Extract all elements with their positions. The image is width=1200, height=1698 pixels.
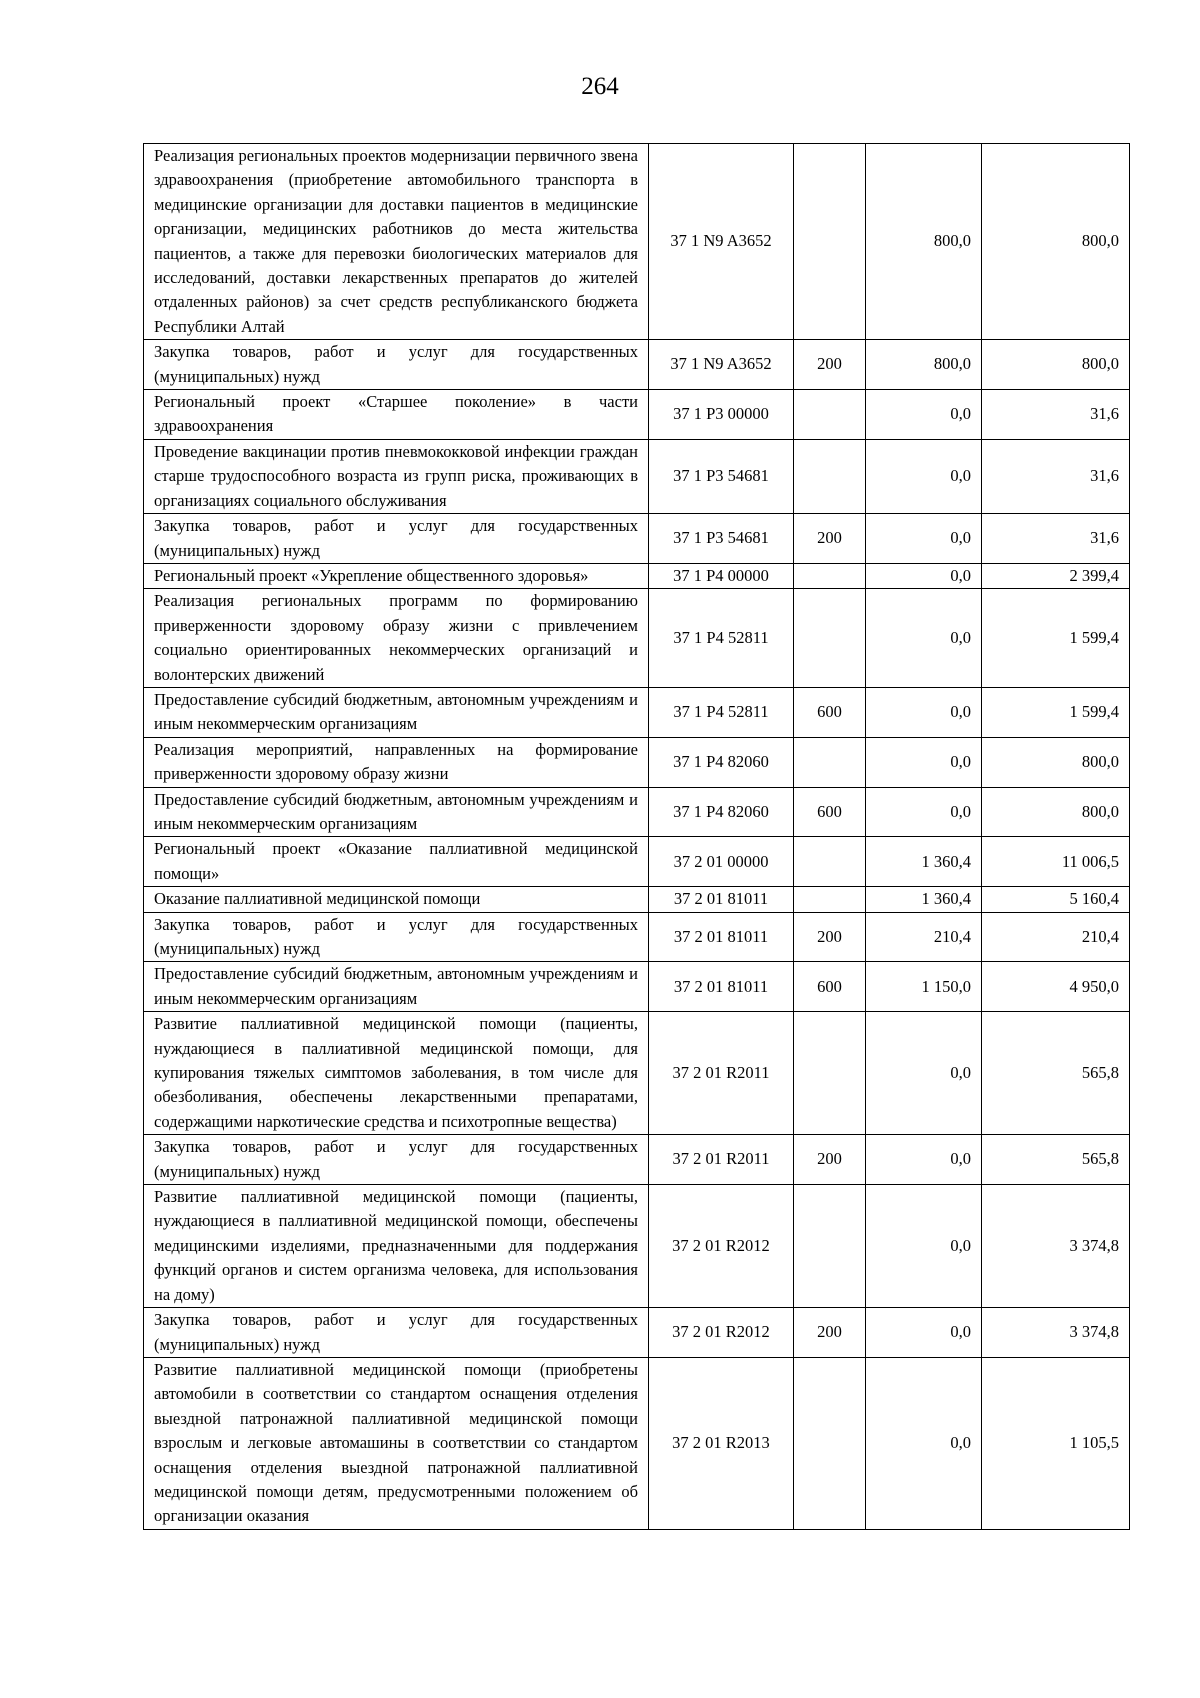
row-target-code: 37 2 01 R2012	[649, 1185, 794, 1308]
row-amount-2: 1 599,4	[982, 687, 1130, 737]
row-amount-1: 0,0	[866, 687, 982, 737]
row-amount-1: 0,0	[866, 787, 982, 837]
table-row	[144, 687, 1130, 737]
row-description: Закупка товаров, работ и услуг для государственных (муниципальных) нужд	[144, 912, 649, 962]
row-description: Реализация региональных проектов модернизации первичного звена здравоохранения (приобретение автомобильного транспорта в медицинские организации для доставки пациентов в медицинские организации, медицинских работников до места жительства пациентов, а также для перевозки биологических материалов для исследований, доставки лекарственных препаратов до жителей отдаленных районов) за счет средств республиканского бюджета Республики Алтай	[144, 144, 649, 340]
row-amount-2: 1 105,5	[982, 1357, 1130, 1529]
table-row	[144, 390, 1130, 440]
row-amount-2: 800,0	[982, 737, 1130, 787]
row-expense-type: 200	[794, 1308, 866, 1358]
row-target-code: 37 2 01 R2011	[649, 1012, 794, 1135]
row-description: Оказание паллиативной медицинской помощи	[144, 887, 649, 912]
page-number: 264	[581, 73, 619, 100]
row-amount-2: 800,0	[982, 340, 1130, 390]
row-expense-type	[794, 1012, 866, 1135]
row-expense-type	[794, 390, 866, 440]
row-description: Предоставление субсидий бюджетным, автономным учреждениям и иным некоммерческим организациям	[144, 687, 649, 737]
table-row	[144, 962, 1130, 1012]
row-target-code: 37 1 N9 A3652	[649, 340, 794, 390]
row-description: Развитие паллиативной медицинской помощи (пациенты, нуждающиеся в паллиативной медицинской помощи, обеспечены медицинскими изделиями, предназначенными для поддержания функций органов и систем организма человека, для использования на дому)	[144, 1185, 649, 1308]
row-target-code: 37 1 P4 00000	[649, 563, 794, 588]
table-row	[144, 144, 1130, 340]
row-description: Региональный проект «Оказание паллиативной медицинской помощи»	[144, 837, 649, 887]
table-row	[144, 514, 1130, 564]
row-amount-1: 0,0	[866, 1357, 982, 1529]
row-amount-2: 800,0	[982, 787, 1130, 837]
table-row	[144, 1012, 1130, 1135]
row-amount-2: 565,8	[982, 1012, 1130, 1135]
row-amount-2: 31,6	[982, 514, 1130, 564]
table-row	[144, 1308, 1130, 1358]
row-amount-2: 210,4	[982, 912, 1130, 962]
table-row	[144, 837, 1130, 887]
row-expense-type: 200	[794, 514, 866, 564]
row-target-code: 37 2 01 R2013	[649, 1357, 794, 1529]
row-expense-type	[794, 144, 866, 340]
row-amount-1: 0,0	[866, 563, 982, 588]
row-expense-type: 600	[794, 687, 866, 737]
row-target-code: 37 2 01 00000	[649, 837, 794, 887]
row-description: Региональный проект «Укрепление общественного здоровья»	[144, 563, 649, 588]
row-amount-1: 800,0	[866, 144, 982, 340]
row-target-code: 37 1 P4 52811	[649, 687, 794, 737]
row-expense-type: 200	[794, 340, 866, 390]
table-row	[144, 787, 1130, 837]
row-target-code: 37 1 P4 82060	[649, 787, 794, 837]
row-description: Развитие паллиативной медицинской помощи (приобретены автомобили в соответствии со стандартом оснащения отделения выездной патронажной паллиативной медицинской помощи взрослым и легковые автомашины в соответствии со стандартом оснащения отделения выездной патронажной паллиативной медицинской помощи детям, предусмотренными положением об организации оказания	[144, 1357, 649, 1529]
row-target-code: 37 2 01 81011	[649, 962, 794, 1012]
row-description: Закупка товаров, работ и услуг для государственных (муниципальных) нужд	[144, 1135, 649, 1185]
row-expense-type: 200	[794, 912, 866, 962]
row-amount-1: 800,0	[866, 340, 982, 390]
row-amount-2: 4 950,0	[982, 962, 1130, 1012]
row-amount-1: 0,0	[866, 589, 982, 688]
row-amount-2: 3 374,8	[982, 1308, 1130, 1358]
table-row	[144, 563, 1130, 588]
row-amount-2: 565,8	[982, 1135, 1130, 1185]
row-amount-1: 0,0	[866, 737, 982, 787]
row-amount-1: 0,0	[866, 1185, 982, 1308]
budget-table	[143, 143, 1130, 1530]
row-target-code: 37 1 P3 54681	[649, 514, 794, 564]
row-target-code: 37 2 01 R2012	[649, 1308, 794, 1358]
table-row	[144, 887, 1130, 912]
row-amount-1: 1 150,0	[866, 962, 982, 1012]
table-row	[144, 737, 1130, 787]
row-description: Региональный проект «Старшее поколение» в части здравоохранения	[144, 390, 649, 440]
row-description: Предоставление субсидий бюджетным, автономным учреждениям и иным некоммерческим организациям	[144, 787, 649, 837]
row-expense-type: 200	[794, 1135, 866, 1185]
row-target-code: 37 1 P4 82060	[649, 737, 794, 787]
row-amount-1: 1 360,4	[866, 837, 982, 887]
row-expense-type	[794, 737, 866, 787]
row-expense-type	[794, 887, 866, 912]
row-amount-2: 31,6	[982, 390, 1130, 440]
row-description: Предоставление субсидий бюджетным, автономным учреждениям и иным некоммерческим организациям	[144, 962, 649, 1012]
row-amount-2: 3 374,8	[982, 1185, 1130, 1308]
row-target-code: 37 2 01 R2011	[649, 1135, 794, 1185]
table-row	[144, 1185, 1130, 1308]
row-target-code: 37 1 N9 A3652	[649, 144, 794, 340]
row-amount-2: 5 160,4	[982, 887, 1130, 912]
row-amount-2: 31,6	[982, 439, 1130, 513]
row-description: Реализация региональных программ по формированию приверженности здоровому образу жизни с привлечением социально ориентированных некоммерческих организаций и волонтерских движений	[144, 589, 649, 688]
row-expense-type: 600	[794, 962, 866, 1012]
row-target-code: 37 2 01 81011	[649, 912, 794, 962]
row-description: Закупка товаров, работ и услуг для государственных (муниципальных) нужд	[144, 1308, 649, 1358]
row-expense-type	[794, 1357, 866, 1529]
row-expense-type	[794, 439, 866, 513]
row-amount-2: 1 599,4	[982, 589, 1130, 688]
table-row	[144, 1135, 1130, 1185]
row-amount-1: 0,0	[866, 1012, 982, 1135]
table-row	[144, 589, 1130, 688]
row-expense-type	[794, 1185, 866, 1308]
row-amount-1: 0,0	[866, 439, 982, 513]
row-amount-2: 2 399,4	[982, 563, 1130, 588]
budget-table-body	[144, 144, 1130, 1530]
row-target-code: 37 1 P3 54681	[649, 439, 794, 513]
row-expense-type: 600	[794, 787, 866, 837]
row-amount-2: 11 006,5	[982, 837, 1130, 887]
row-description: Реализация мероприятий, направленных на формирование приверженности здоровому образу жизни	[144, 737, 649, 787]
row-description: Проведение вакцинации против пневмококковой инфекции граждан старше трудоспособного возраста из групп риска, проживающих в организациях социального обслуживания	[144, 439, 649, 513]
row-target-code: 37 1 P4 52811	[649, 589, 794, 688]
table-row	[144, 340, 1130, 390]
row-expense-type	[794, 837, 866, 887]
row-amount-1: 0,0	[866, 1308, 982, 1358]
table-row	[144, 439, 1130, 513]
table-row	[144, 912, 1130, 962]
row-amount-1: 0,0	[866, 514, 982, 564]
row-description: Закупка товаров, работ и услуг для государственных (муниципальных) нужд	[144, 340, 649, 390]
row-amount-1: 0,0	[866, 1135, 982, 1185]
row-amount-1: 210,4	[866, 912, 982, 962]
row-description: Развитие паллиативной медицинской помощи (пациенты, нуждающиеся в паллиативной медицинской помощи, для купирования тяжелых симптомов заболевания, в том числе для обезболивания, обеспечены лекарственными препаратами, содержащими наркотические средства и психотропные вещества)	[144, 1012, 649, 1135]
row-expense-type	[794, 563, 866, 588]
row-amount-1: 1 360,4	[866, 887, 982, 912]
row-amount-2: 800,0	[982, 144, 1130, 340]
row-expense-type	[794, 589, 866, 688]
row-description: Закупка товаров, работ и услуг для государственных (муниципальных) нужд	[144, 514, 649, 564]
table-row	[144, 1357, 1130, 1529]
row-amount-1: 0,0	[866, 390, 982, 440]
row-target-code: 37 2 01 81011	[649, 887, 794, 912]
row-target-code: 37 1 P3 00000	[649, 390, 794, 440]
